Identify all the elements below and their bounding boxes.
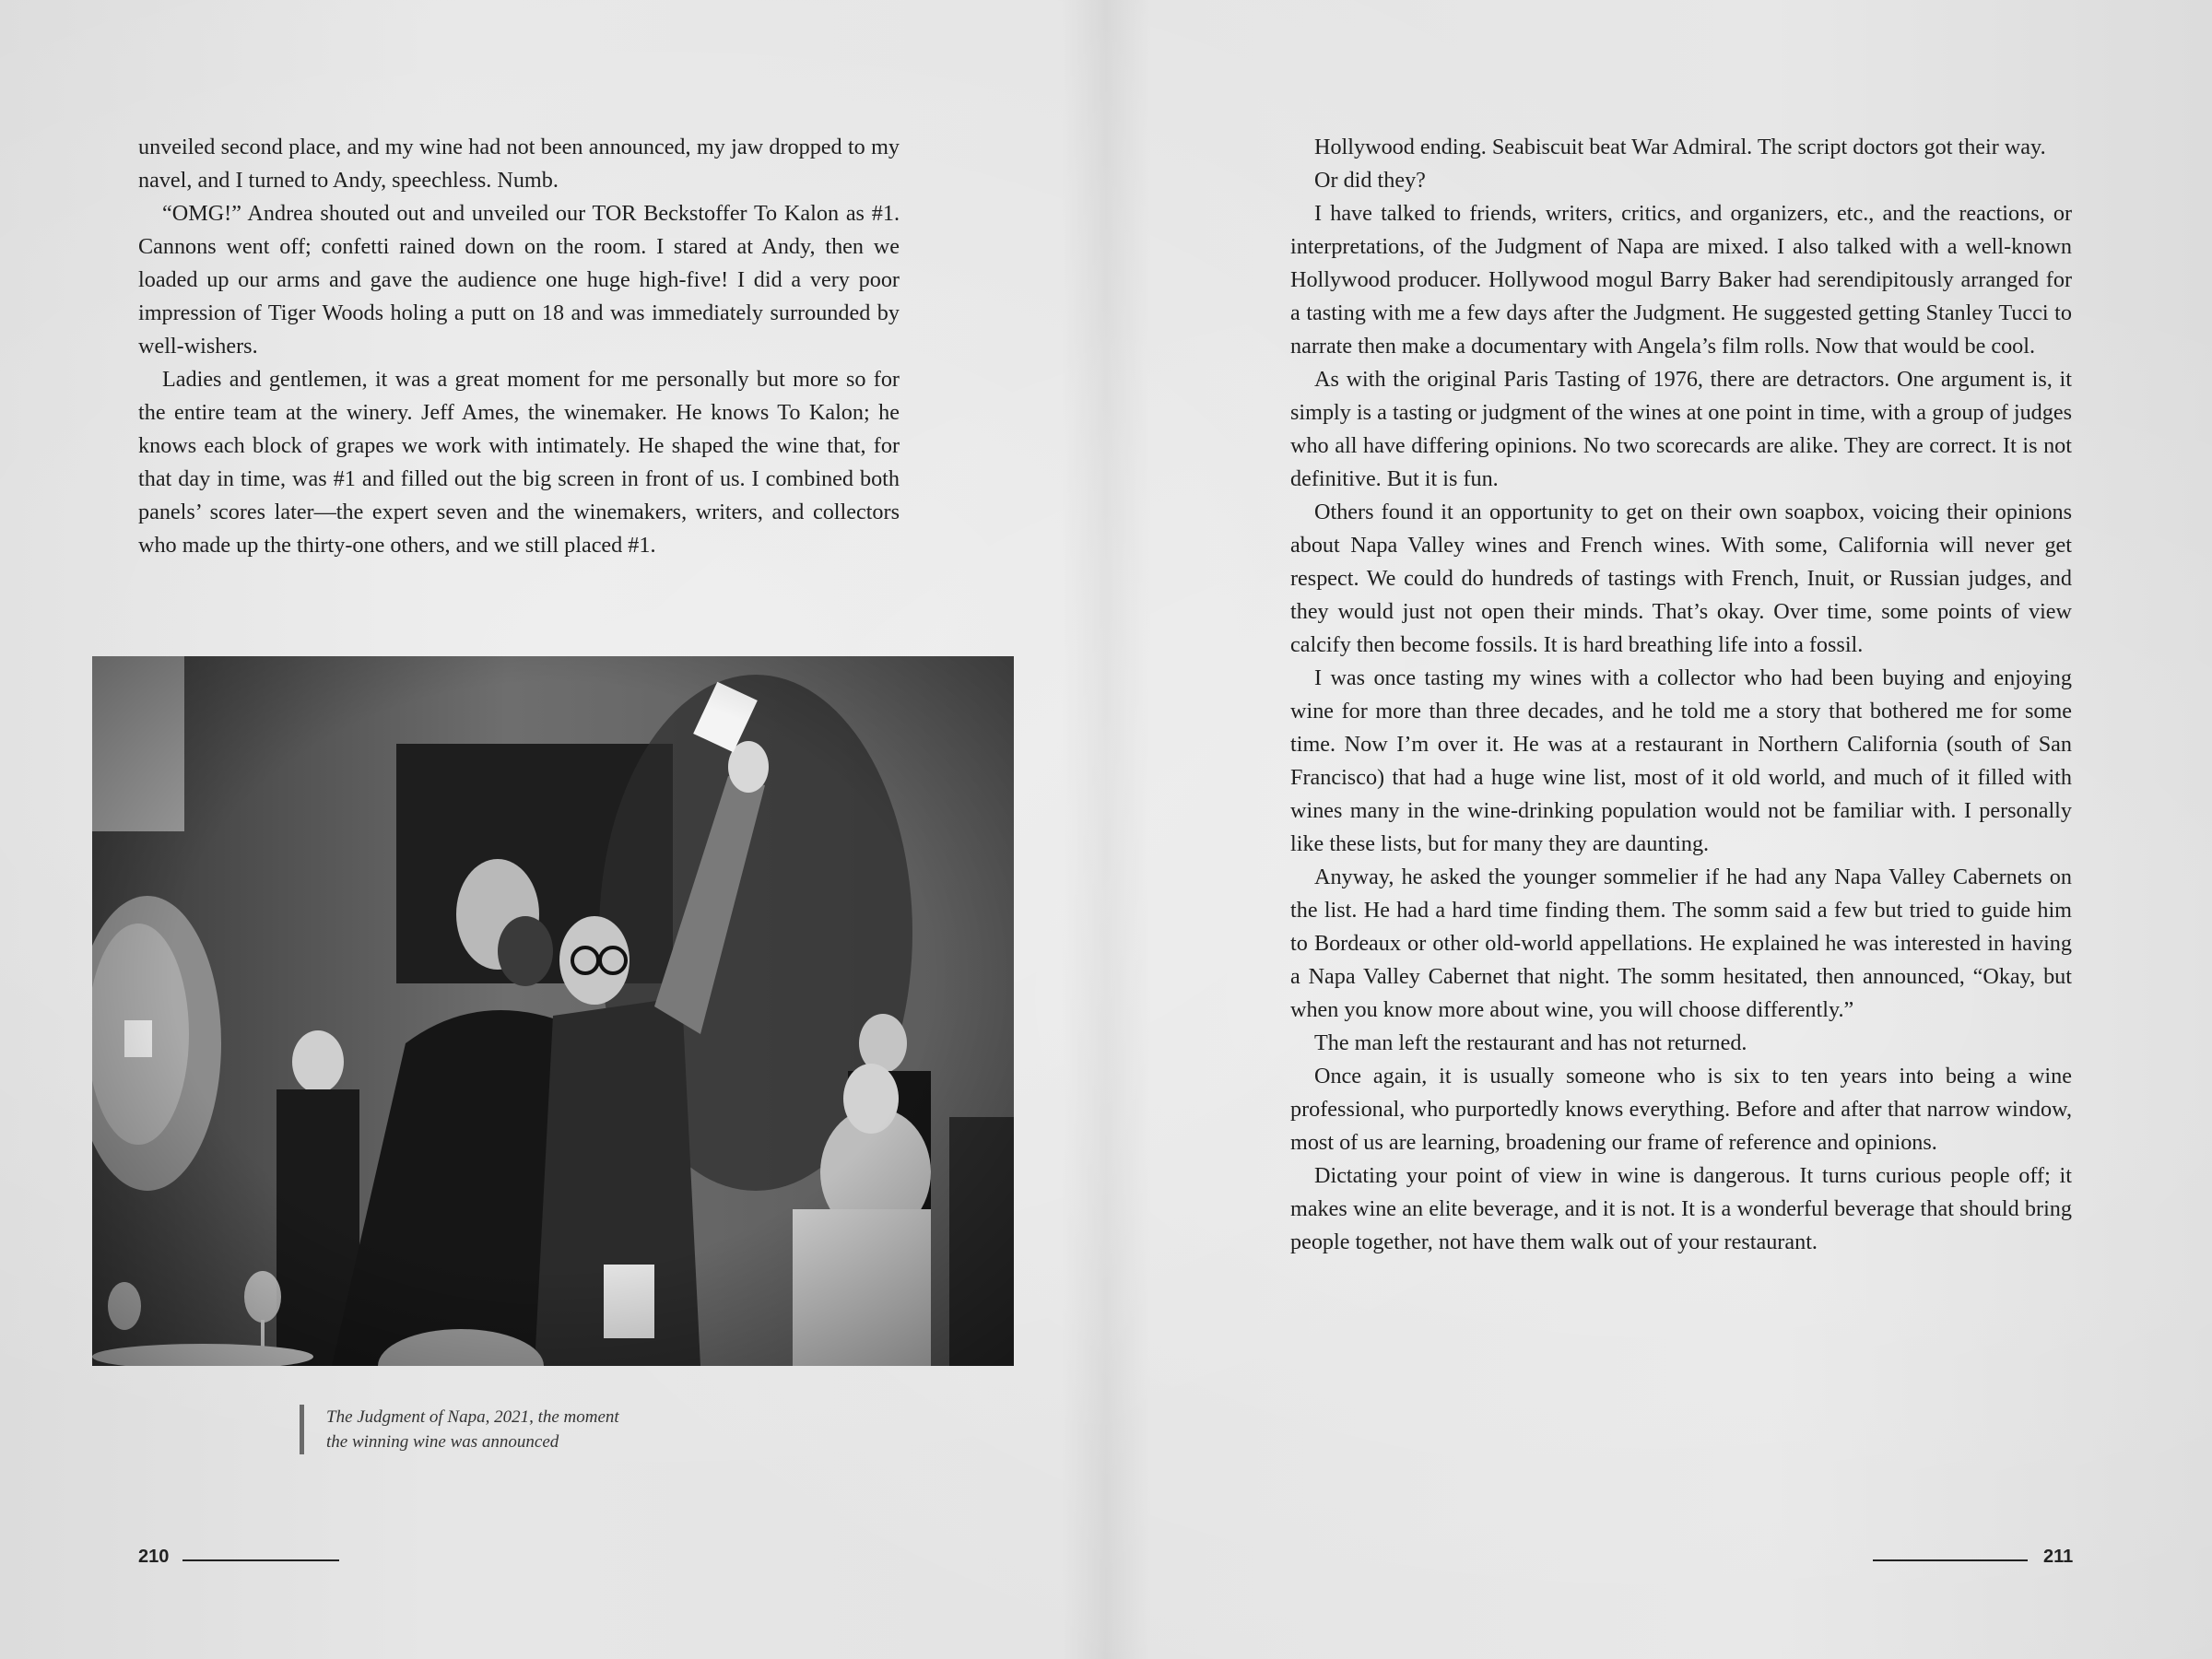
paragraph: Anyway, he asked the younger sommelier if he had any Napa Valley Cabernets on the list. He had a hard time finding them. The somm said a few but tried to guide him to Bordeaux or other old-world appellations. He explained he was interested in having a Napa Valley Cabernet that night. The somm hesitated, then announced, “Okay, but when you know more about wine, you will choose differently.” <box>1290 865 2072 1022</box>
paragraph: “OMG!” Andrea shouted out and unveiled our TOR Beckstoffer To Kalon as #1. Cannons went off; confetti rained down on the room. I stared at Andy, then we loaded up our arms and gave the audience one huge high-five! I did a very poor impression of Tiger Woods holing a putt on 18 and was immediately surrounded by well-wishers. <box>138 201 900 359</box>
left-body-text <box>138 131 900 562</box>
folio-rule <box>1873 1559 2028 1561</box>
right-body-text <box>1290 131 2072 1259</box>
paragraph: I have talked to friends, writers, critics, and organizers, etc., and the reactions, or interpretations, of the Judgment of Napa are mixed. I also talked with a well-known Hollywood producer. Hollywood mogul Barry Baker had serendipitously arranged for a tasting with me a few days after the Judgment. He suggested getting Stanley Tucci to narrate then make a documentary with Angela’s film rolls. Now that would be cool. <box>1290 201 2072 359</box>
folio-rule <box>182 1559 339 1561</box>
event-photo <box>92 656 1014 1366</box>
caption-line: The Judgment of Napa, 2021, the moment <box>326 1407 619 1427</box>
caption-line: the winning wine was announced <box>326 1432 559 1452</box>
photo-caption <box>300 1405 713 1454</box>
paragraph: Dictating your point of view in wine is dangerous. It turns curious people off; it makes wine an elite beverage, and it is not. It is a wonderful beverage that should bring people together, not have them walk out of your restaurant. <box>1290 1163 2072 1254</box>
paragraph: As with the original Paris Tasting of 1976, there are detractors. One argument is, it simply is a tasting or judgment of the wines at one point in time, with a group of judges who all have differing opinions. No two scorecards are alike. They are correct. It is not definitive. But it is fun. <box>1290 367 2072 491</box>
paragraph: Hollywood ending. Seabiscuit beat War Admiral. The script doctors got their way. <box>1314 135 2046 159</box>
paragraph: I was once tasting my wines with a collector who had been buying and enjoying wine for more than three decades, and he told me a story that bothered me for some time. Now I’m over it. He was at a restaurant in Northern California (south of San Francisco) that had a huge wine list, most of it old world, and much of it filled with wines many in the wine-drinking population would not be familiar with. I personally like these lists, but for many they are daunting. <box>1290 665 2072 856</box>
paragraph: Ladies and gentlemen, it was a great moment for me personally but more so for the entire team at the winery. Jeff Ames, the winemaker. He knows To Kalon; he knows each block of grapes we work with intimately. He shaped the wine that, for that day in time, was #1 and filled out the big screen in front of us. I combined both panels’ scores later—the expert seven and the winemakers, writers, and collectors who made up the thirty-one others, and we still placed #1. <box>138 367 900 558</box>
paragraph: Once again, it is usually someone who is six to ten years into being a wine professional, who purportedly knows everything. Before and after that narrow window, most of us are learning, broadening our frame of reference and opinions. <box>1290 1064 2072 1155</box>
page-number: 210 <box>138 1547 170 1567</box>
paragraph: Others found it an opportunity to get on their own soapbox, voicing their opinions about Napa Valley wines and French wines. With some, California will never get respect. We could do hundreds of tastings with French, Inuit, or Russian judges, and they would just not open their minds. That’s okay. Over time, some points of view calcify then become fossils. It is hard breathing life into a fossil. <box>1290 500 2072 657</box>
page-number: 211 <box>2043 1547 2074 1567</box>
paragraph: unveiled second place, and my wine had not been announced, my jaw dropped to my navel, and I turned to Andy, speechless. Numb. <box>138 135 900 193</box>
right-page <box>1106 0 2212 1659</box>
paragraph: The man left the restaurant and has not returned. <box>1314 1030 1747 1055</box>
paragraph: Or did they? <box>1314 168 1426 193</box>
